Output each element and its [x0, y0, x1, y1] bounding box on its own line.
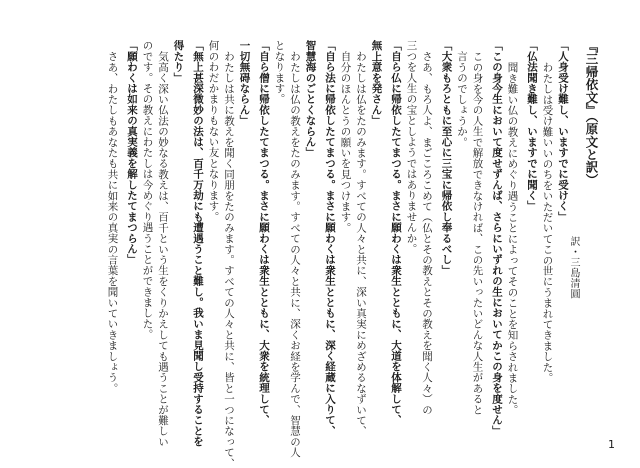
verse-line: 「願わくは如来の真実義を解したてまつらん」 — [126, 40, 138, 265]
translation-line: さあ、もろ人よ、まごころこめて（仏とその教えとその教えを聞く人々）の — [421, 51, 433, 415]
verse-line: 「無上甚深微妙の法は、百千万劫にも遭遇うこと難し。我いま見聞し受持することを — [192, 40, 204, 447]
translation-line: わたしは共に教えを聞く同朋をたのみます。すべての人々と共に、皆と一つになって、 — [223, 51, 235, 468]
verse-line: 得たり」 — [172, 40, 185, 83]
translation-line: となります。 — [273, 40, 286, 105]
translation-line: 自分のほんとうの願いを見つけます。 — [339, 51, 352, 233]
translation-line: 聞き難い仏の教えにめぐり遇うことによってそのことを知らされました。 — [506, 62, 519, 416]
verse-line: 「自ら法に帰依したてまつる。まさに願わくは衆生とともに、深く経蔵に入りて、 — [324, 40, 336, 436]
verse-line: 無上意を発さん」 — [370, 40, 383, 126]
document-title: 『三帰依文』（原文と訳） — [584, 40, 599, 187]
verse-line: 「仏法聞き難し、いますでに聞く」 — [526, 40, 538, 212]
translation-line: 言うのでしょうか。 — [456, 51, 468, 148]
verse-line: 「人身受け難し、いますでに受けく」 — [557, 40, 569, 222]
translation-line: のです。その教えにわたしは今めぐり遇うことができました。 — [141, 40, 154, 340]
translation-line: 何のわだかまりもない友となります。 — [207, 40, 220, 222]
translation-line: わたしは受け難いいのちをいただいてこの世にうまれてきました。 — [541, 62, 554, 383]
verse-line: 一切無碍ならん」 — [238, 40, 251, 126]
translation-line: わたしは仏の教えをたのみます。すべての人々と共に、深くお経を学んで、智慧の人 — [289, 51, 301, 458]
page-number: 1 — [608, 438, 615, 451]
verse-line: 「この身今生において度せずんば、さらにいずれの生においてかこの身を度せん」 — [491, 40, 503, 436]
translator-credit: 訳・三島清圓 — [568, 236, 579, 299]
translation-line: 三つを人生の宝としようではありませんか。 — [405, 40, 418, 254]
verse-line: 智慧海のごとくならん」 — [304, 40, 317, 158]
verse-line: 「大衆もろともに至心に三宝に帰依し奉るべし」 — [440, 40, 453, 276]
verse-line: 「自ら僧に帰依したてまつる。まさに願わくは衆生とともに、大衆を統理して、 — [258, 40, 270, 426]
translation-line: わたしは仏をたのみます。すべての人々と共に、深い真実にめざめるなずいて、 — [355, 51, 367, 437]
verse-line: 「自ら仏に帰依したてまつる。まさに願わくは衆生とともに、大道を体解して、 — [390, 40, 402, 426]
translation-line: 気高く深い仏法の妙なる教えは、百千という生をくりかえしても遇うことが難しい — [157, 51, 169, 447]
translation-line: さあ、わたしもあなたも共に如来の真実の言葉を聞いていきましょう。 — [106, 51, 119, 394]
sutra-text — [104, 40, 602, 468]
translation-line: この身を今の人生で解放できなければ、この先いったいどんな人生があると — [471, 51, 484, 415]
